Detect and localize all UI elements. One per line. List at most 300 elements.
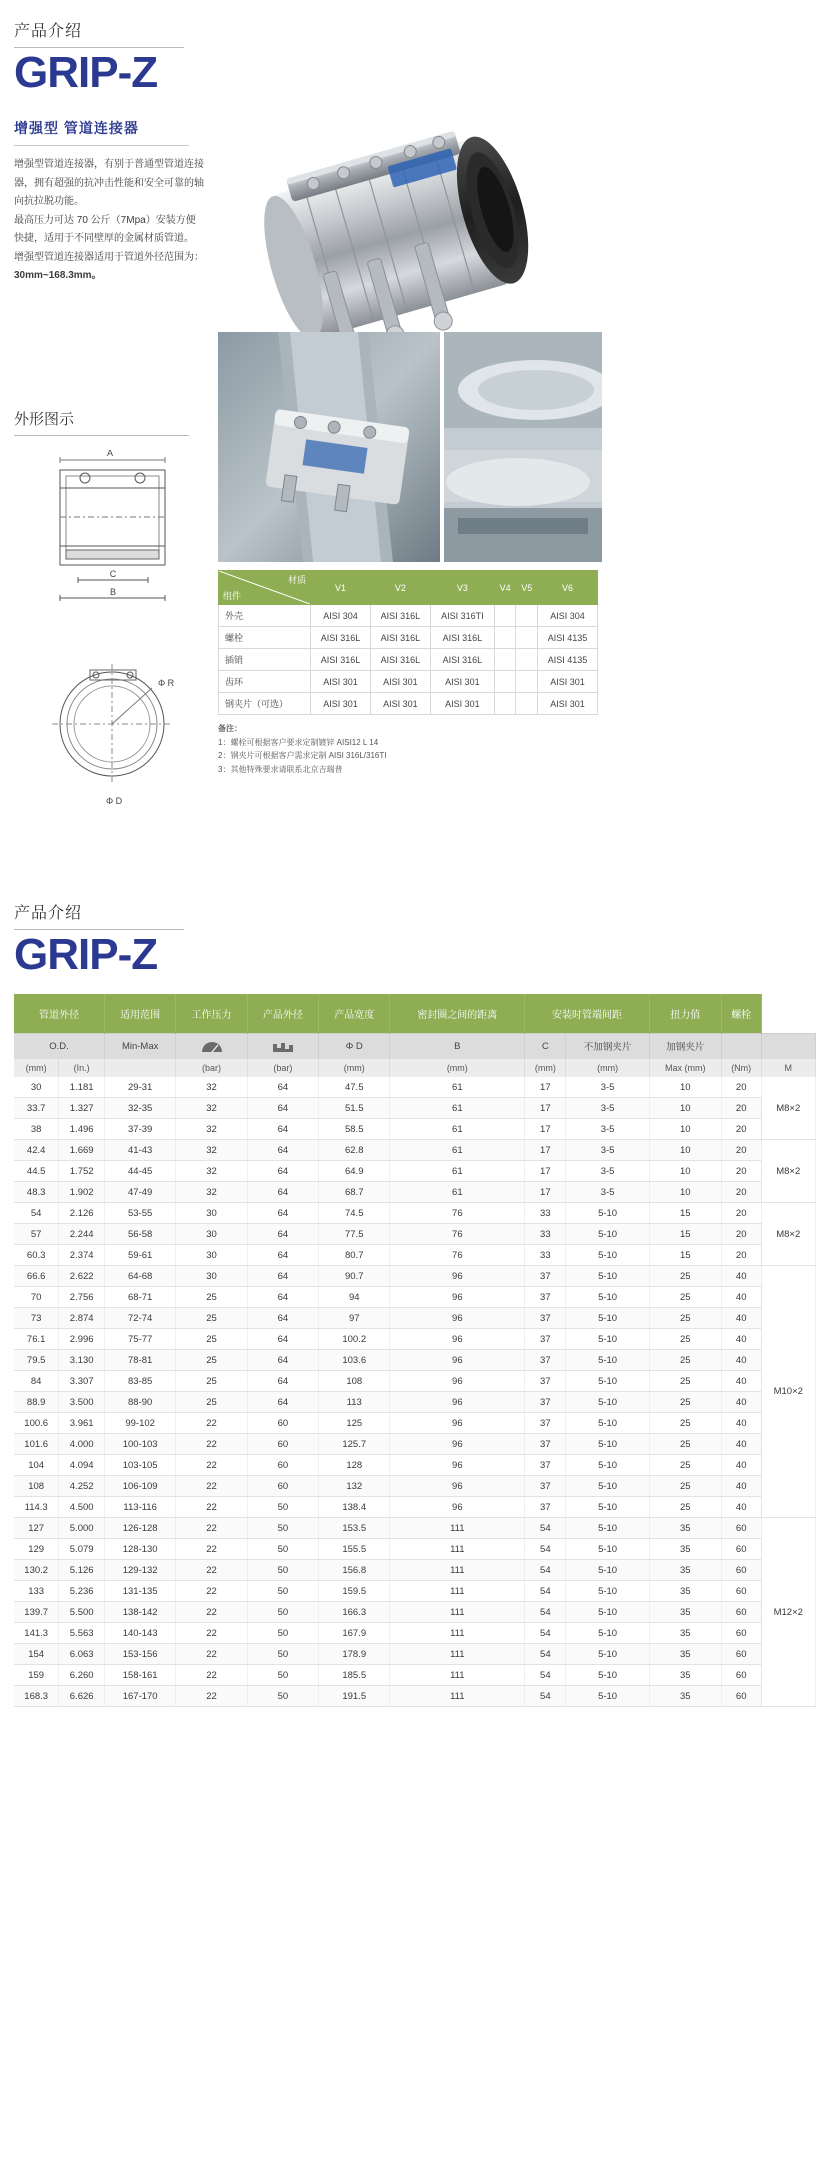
spec-cell: 5.563 (59, 1623, 105, 1644)
spec-cell: 50 (247, 1686, 318, 1707)
spec-cell: 20 (721, 1119, 761, 1140)
spec-cell: 20 (721, 1098, 761, 1119)
spec-cell: 61 (390, 1098, 525, 1119)
table-row (14, 1224, 816, 1245)
spec-cell: 54 (14, 1203, 59, 1224)
spec-cell: 5.126 (59, 1560, 105, 1581)
spec-group-od: 管道外径 (14, 994, 104, 1034)
spec-cell: 3.130 (59, 1350, 105, 1371)
spec-cell: 22 (176, 1602, 247, 1623)
materials-col-v2: V2 (370, 571, 430, 605)
materials-cell: AISI 304 (311, 605, 371, 627)
spec-cell: 153.5 (319, 1518, 390, 1539)
spec-group-torque: 扭力值 (649, 994, 721, 1034)
spec-cell: 25 (649, 1497, 721, 1518)
spec-cell: 127 (14, 1518, 59, 1539)
spec-cell: 54 (525, 1686, 566, 1707)
section-two-kicker: 产品介绍 (14, 905, 83, 923)
spec-group-pressure: 工作压力 (176, 994, 247, 1034)
spec-cell: 47.5 (319, 1077, 390, 1098)
spec-cell: 60.3 (14, 1245, 59, 1266)
spec-cell: 17 (525, 1161, 566, 1182)
spec-cell: 35 (649, 1560, 721, 1581)
spec-sub-minmax: Min-Max (104, 1034, 175, 1059)
table-row (14, 1392, 816, 1413)
spec-cell: 130.2 (14, 1560, 59, 1581)
spec-cell: 44.5 (14, 1161, 59, 1182)
spec-cell: 2.622 (59, 1266, 105, 1287)
spec-cell: 37 (525, 1266, 566, 1287)
spec-cell: 5-10 (566, 1518, 649, 1539)
spec-cell: 32-35 (104, 1098, 175, 1119)
spec-cell: 22 (176, 1518, 247, 1539)
spec-cell: 75-77 (104, 1329, 175, 1350)
spec-group-gap: 安装时管端间距 (525, 994, 650, 1034)
spec-cell: 29-31 (104, 1077, 175, 1098)
table-row (14, 1476, 816, 1497)
spec-cell: 33 (525, 1224, 566, 1245)
spec-cell: 4.500 (59, 1497, 105, 1518)
materials-cell: AISI 316L (370, 649, 430, 671)
materials-notes (218, 722, 598, 776)
spec-cell: 3-5 (566, 1119, 649, 1140)
spec-cell: 61 (390, 1077, 525, 1098)
spec-cell: 5-10 (566, 1287, 649, 1308)
spec-cell: 1.902 (59, 1182, 105, 1203)
spec-cell: 80.7 (319, 1245, 390, 1266)
spec-cell: 37 (525, 1287, 566, 1308)
spec-cell: 25 (649, 1455, 721, 1476)
spec-cell: 64 (247, 1182, 318, 1203)
spec-cell: 17 (525, 1098, 566, 1119)
table-row (14, 1245, 816, 1266)
installation-photos (218, 332, 602, 567)
spec-cell: 30 (176, 1203, 247, 1224)
spec-cell: 64 (247, 1371, 318, 1392)
section-two-brand: GRIP-Z (14, 930, 158, 980)
spec-cell: 111 (390, 1539, 525, 1560)
table-row (14, 1644, 816, 1665)
spec-cell: 54 (525, 1539, 566, 1560)
spec-cell: 5-10 (566, 1686, 649, 1707)
spec-cell: 125 (319, 1413, 390, 1434)
materials-cell: AISI 316L (430, 649, 494, 671)
spec-cell: 17 (525, 1119, 566, 1140)
materials-col-v5: V5 (516, 571, 538, 605)
spec-cell: 129-132 (104, 1560, 175, 1581)
spec-unit-b: (mm) (390, 1059, 525, 1078)
materials-cell: AISI 301 (538, 671, 598, 693)
spec-cell: 5-10 (566, 1371, 649, 1392)
spec-cell: 60 (721, 1602, 761, 1623)
table-row (14, 1329, 816, 1350)
spec-bolt-cell: M12×2 (761, 1518, 815, 1707)
spec-cell: 64 (247, 1308, 318, 1329)
spec-cell: 111 (390, 1623, 525, 1644)
spec-cell: 37 (525, 1434, 566, 1455)
materials-cell: AISI 316L (311, 627, 371, 649)
spec-cell: 111 (390, 1644, 525, 1665)
spec-cell: 5-10 (566, 1455, 649, 1476)
table-row (14, 1098, 816, 1119)
spec-cell: 114.3 (14, 1497, 59, 1518)
spec-cell: 20 (721, 1203, 761, 1224)
spec-cell: 35 (649, 1623, 721, 1644)
spec-cell: 60 (247, 1434, 318, 1455)
spec-cell: 101.6 (14, 1434, 59, 1455)
spec-cell: 25 (649, 1266, 721, 1287)
spec-cell: 22 (176, 1644, 247, 1665)
spec-cell: 15 (649, 1245, 721, 1266)
spec-cell: 166.3 (319, 1602, 390, 1623)
spec-sub-torque (721, 1034, 761, 1059)
spec-cell: 25 (176, 1350, 247, 1371)
spec-cell: 17 (525, 1140, 566, 1161)
spec-unit-header-row (14, 1059, 816, 1078)
spec-cell: 50 (247, 1623, 318, 1644)
table-row (14, 1266, 816, 1287)
spec-cell: 61 (390, 1161, 525, 1182)
spec-cell: 2.244 (59, 1224, 105, 1245)
spec-cell: 84 (14, 1371, 59, 1392)
spec-cell: 5-10 (566, 1224, 649, 1245)
table-row (14, 1623, 816, 1644)
spec-cell: 1.669 (59, 1140, 105, 1161)
spec-cell: 64 (247, 1266, 318, 1287)
spec-cell: 32 (176, 1077, 247, 1098)
materials-cell: AISI 4135 (538, 649, 598, 671)
spec-cell: 51.5 (319, 1098, 390, 1119)
materials-cell (494, 671, 516, 693)
spec-cell: 167.9 (319, 1623, 390, 1644)
intro-paragraph-1: 增强型管道连接器，有别于普通型管道连接器，拥有超强的抗冲击性能和安全可靠的轴向抗拉脱功能。 (14, 159, 204, 208)
spec-cell: 111 (390, 1686, 525, 1707)
spec-unit-c: (mm) (525, 1059, 566, 1078)
materials-note-3: 3：其他特殊要求请联系北京吉瑞普 (218, 764, 343, 774)
spec-sub-with-clip: 加钢夹片 (649, 1034, 721, 1059)
spec-unit-torque: (Nm) (721, 1059, 761, 1078)
spec-cell: 5-10 (566, 1581, 649, 1602)
spec-cell: 111 (390, 1602, 525, 1623)
spec-cell: 10 (649, 1098, 721, 1119)
spec-cell: 5-10 (566, 1665, 649, 1686)
materials-cell (516, 671, 538, 693)
spec-cell: 25 (176, 1392, 247, 1413)
spec-cell: 79.5 (14, 1350, 59, 1371)
materials-corner-bottom: 组件 (223, 591, 242, 602)
spec-cell: 64.9 (319, 1161, 390, 1182)
spec-cell: 15 (649, 1224, 721, 1245)
spec-cell: 96 (390, 1329, 525, 1350)
spec-cell: 111 (390, 1581, 525, 1602)
spec-cell: 58.5 (319, 1119, 390, 1140)
spec-cell: 96 (390, 1476, 525, 1497)
table-row (14, 1497, 816, 1518)
materials-cell (494, 649, 516, 671)
spec-cell: 159.5 (319, 1581, 390, 1602)
spec-cell: 32 (176, 1098, 247, 1119)
spec-cell: 1.181 (59, 1077, 105, 1098)
spec-unit-gap: (mm) (566, 1059, 649, 1078)
spec-cell: 97 (319, 1308, 390, 1329)
spec-group-range: 适用范围 (104, 994, 175, 1034)
table-row (14, 1140, 816, 1161)
spec-cell: 32 (176, 1182, 247, 1203)
spec-cell: 64 (247, 1392, 318, 1413)
spec-cell: 22 (176, 1413, 247, 1434)
spec-sub-no-clip: 不加钢夹片 (566, 1034, 649, 1059)
spec-cell: 30 (176, 1266, 247, 1287)
spec-cell: 50 (247, 1665, 318, 1686)
spec-cell: 37 (525, 1476, 566, 1497)
spec-cell: 33 (525, 1245, 566, 1266)
spec-cell: 38 (14, 1119, 59, 1140)
spec-cell: 35 (649, 1539, 721, 1560)
spec-cell: 96 (390, 1287, 525, 1308)
spec-cell: 25 (649, 1413, 721, 1434)
spec-cell: 64 (247, 1098, 318, 1119)
spec-cell: 20 (721, 1077, 761, 1098)
spec-cell: 22 (176, 1455, 247, 1476)
spec-cell: 64 (247, 1245, 318, 1266)
spec-cell: 32 (176, 1119, 247, 1140)
materials-col-v4: V4 (494, 571, 516, 605)
table-row (14, 1350, 816, 1371)
spec-cell: 60 (721, 1539, 761, 1560)
spec-cell: 88.9 (14, 1392, 59, 1413)
spec-cell: 60 (721, 1665, 761, 1686)
spec-group-outer: 产品外径 (247, 994, 318, 1034)
spec-cell: 54 (525, 1644, 566, 1665)
spec-cell: 64 (247, 1077, 318, 1098)
spec-cell: 1.496 (59, 1119, 105, 1140)
spec-cell: 54 (525, 1623, 566, 1644)
spec-cell: 103.6 (319, 1350, 390, 1371)
table-row (14, 1434, 816, 1455)
materials-cell: AISI 301 (370, 671, 430, 693)
spec-cell: 37 (525, 1497, 566, 1518)
spec-unit-in: (In.) (59, 1059, 105, 1078)
spec-cell: 35 (649, 1686, 721, 1707)
materials-row-name: 插销 (219, 649, 311, 671)
spec-cell: 168.3 (14, 1686, 59, 1707)
spec-cell: 5-10 (566, 1602, 649, 1623)
spec-cell: 60 (721, 1560, 761, 1581)
materials-row-name: 外壳 (219, 605, 311, 627)
spec-cell: 139.7 (14, 1602, 59, 1623)
spec-cell: 76 (390, 1224, 525, 1245)
spec-cell: 40 (721, 1392, 761, 1413)
spec-cell: 154 (14, 1644, 59, 1665)
spec-cell: 22 (176, 1686, 247, 1707)
spec-cell: 125.7 (319, 1434, 390, 1455)
spec-cell: 96 (390, 1371, 525, 1392)
spec-cell: 44-45 (104, 1161, 175, 1182)
spec-cell: 50 (247, 1602, 318, 1623)
brand-title: GRIP-Z (14, 48, 158, 97)
spec-cell: 40 (721, 1371, 761, 1392)
spec-cell: 54 (525, 1602, 566, 1623)
spec-cell: 50 (247, 1539, 318, 1560)
spec-cell: 10 (649, 1077, 721, 1098)
materials-corner-cell (219, 571, 311, 605)
spec-cell: 108 (14, 1476, 59, 1497)
spec-cell: 64 (247, 1203, 318, 1224)
spec-cell: 5-10 (566, 1497, 649, 1518)
spec-cell: 22 (176, 1623, 247, 1644)
spec-cell: 60 (721, 1518, 761, 1539)
spec-cell: 60 (721, 1686, 761, 1707)
spec-cell: 35 (649, 1581, 721, 1602)
materials-table (218, 570, 598, 776)
spec-group-width: 产品宽度 (319, 994, 390, 1034)
spec-cell: 64 (247, 1329, 318, 1350)
spec-cell: 2.126 (59, 1203, 105, 1224)
spec-cell: 54 (525, 1560, 566, 1581)
spec-cell: 68-71 (104, 1287, 175, 1308)
spec-cell: 50 (247, 1497, 318, 1518)
spec-bolt-cell: M8×2 (761, 1140, 815, 1203)
spec-cell: 40 (721, 1287, 761, 1308)
spec-cell: 30 (14, 1077, 59, 1098)
table-row (14, 1371, 816, 1392)
spec-unit-gap-max: Max (mm) (649, 1059, 721, 1078)
materials-col-v3: V3 (430, 571, 494, 605)
spec-cell: 100.6 (14, 1413, 59, 1434)
spec-cell: 50 (247, 1560, 318, 1581)
spec-cell: 64 (247, 1140, 318, 1161)
spec-cell: 10 (649, 1161, 721, 1182)
spec-cell: 62.8 (319, 1140, 390, 1161)
spec-cell: 5-10 (566, 1623, 649, 1644)
spec-cell: 96 (390, 1266, 525, 1287)
spec-unit-phid: (mm) (319, 1059, 390, 1078)
spec-cell: 54 (525, 1581, 566, 1602)
spec-cell: 76 (390, 1245, 525, 1266)
table-row (14, 1665, 816, 1686)
spec-cell: 10 (649, 1119, 721, 1140)
spec-cell: 53-55 (104, 1203, 175, 1224)
spec-cell: 57 (14, 1224, 59, 1245)
spec-cell: 25 (176, 1308, 247, 1329)
spec-cell: 158-161 (104, 1665, 175, 1686)
spec-cell: 96 (390, 1434, 525, 1455)
materials-header-row (219, 571, 598, 605)
spec-cell: 133 (14, 1581, 59, 1602)
shape-and-materials (0, 450, 830, 900)
materials-cell: AISI 316L (370, 605, 430, 627)
spec-cell: 3.961 (59, 1413, 105, 1434)
spec-cell: 37 (525, 1371, 566, 1392)
spec-cell: 90.7 (319, 1266, 390, 1287)
spec-cell: 66.6 (14, 1266, 59, 1287)
spec-cell: 83-85 (104, 1371, 175, 1392)
spec-cell: 40 (721, 1497, 761, 1518)
table-row (14, 1182, 816, 1203)
spec-cell: 5-10 (566, 1245, 649, 1266)
spec-cell: 103-105 (104, 1455, 175, 1476)
spec-cell: 113-116 (104, 1497, 175, 1518)
spec-cell: 5-10 (566, 1644, 649, 1665)
spec-cell: 48.3 (14, 1182, 59, 1203)
spec-unit-bar: (bar) (176, 1059, 247, 1078)
spec-cell: 140-143 (104, 1623, 175, 1644)
spec-cell: 5-10 (566, 1434, 649, 1455)
spec-cell: 25 (649, 1392, 721, 1413)
spec-cell: 72-74 (104, 1308, 175, 1329)
spec-cell: 22 (176, 1560, 247, 1581)
spec-cell: 106-109 (104, 1476, 175, 1497)
table-row (14, 1203, 816, 1224)
spec-cell: 35 (649, 1518, 721, 1539)
spec-cell: 129 (14, 1539, 59, 1560)
spec-cell: 68.7 (319, 1182, 390, 1203)
table-row (14, 1308, 816, 1329)
spec-cell: 2.374 (59, 1245, 105, 1266)
spec-cell: 20 (721, 1182, 761, 1203)
spec-cell: 42.4 (14, 1140, 59, 1161)
spec-cell: 5-10 (566, 1203, 649, 1224)
table-row (14, 1161, 816, 1182)
spec-cell: 4.000 (59, 1434, 105, 1455)
technical-drawings (30, 450, 200, 824)
spec-cell: 40 (721, 1476, 761, 1497)
spec-cell: 37 (525, 1392, 566, 1413)
spec-cell: 17 (525, 1182, 566, 1203)
materials-cell (516, 627, 538, 649)
spec-cell: 156.8 (319, 1560, 390, 1581)
spec-cell: 60 (247, 1476, 318, 1497)
spec-cell: 78-81 (104, 1350, 175, 1371)
spec-cell: 37 (525, 1413, 566, 1434)
intro-paragraph-2: 最高压力可达 70 公斤（7Mpa）安装方便快捷，适用于不同壁厚的金属材质管道。 (14, 214, 196, 245)
materials-cell (516, 605, 538, 627)
materials-cell: AISI 304 (538, 605, 598, 627)
materials-cell (516, 649, 538, 671)
spec-cell: 191.5 (319, 1686, 390, 1707)
clamp-profile-icon (247, 1034, 318, 1059)
spec-cell: 35 (649, 1602, 721, 1623)
spec-cell: 5-10 (566, 1539, 649, 1560)
dim-label-r: Φ R (158, 678, 175, 689)
spec-cell: 2.996 (59, 1329, 105, 1350)
spec-cell: 111 (390, 1560, 525, 1581)
spec-cell: 40 (721, 1413, 761, 1434)
spec-bolt-cell: M8×2 (761, 1203, 815, 1266)
materials-note-title: 备注： (218, 724, 242, 734)
spec-cell: 76 (390, 1203, 525, 1224)
spec-cell: 113 (319, 1392, 390, 1413)
spec-cell: 22 (176, 1434, 247, 1455)
spec-cell: 60 (721, 1644, 761, 1665)
spec-cell: 3-5 (566, 1182, 649, 1203)
dim-label-a: A (106, 450, 114, 459)
spec-cell: 50 (247, 1518, 318, 1539)
spec-cell: 128 (319, 1455, 390, 1476)
spec-cell: 20 (721, 1224, 761, 1245)
spec-cell: 54 (525, 1518, 566, 1539)
spec-cell: 37-39 (104, 1119, 175, 1140)
spec-cell: 132 (319, 1476, 390, 1497)
spec-cell: 88-90 (104, 1392, 175, 1413)
spec-cell: 1.327 (59, 1098, 105, 1119)
spec-cell: 3.307 (59, 1371, 105, 1392)
table-row (14, 1455, 816, 1476)
materials-cell: AISI 301 (311, 693, 371, 715)
materials-cell (494, 627, 516, 649)
materials-cell: AISI 316L (311, 649, 371, 671)
spec-cell: 22 (176, 1497, 247, 1518)
